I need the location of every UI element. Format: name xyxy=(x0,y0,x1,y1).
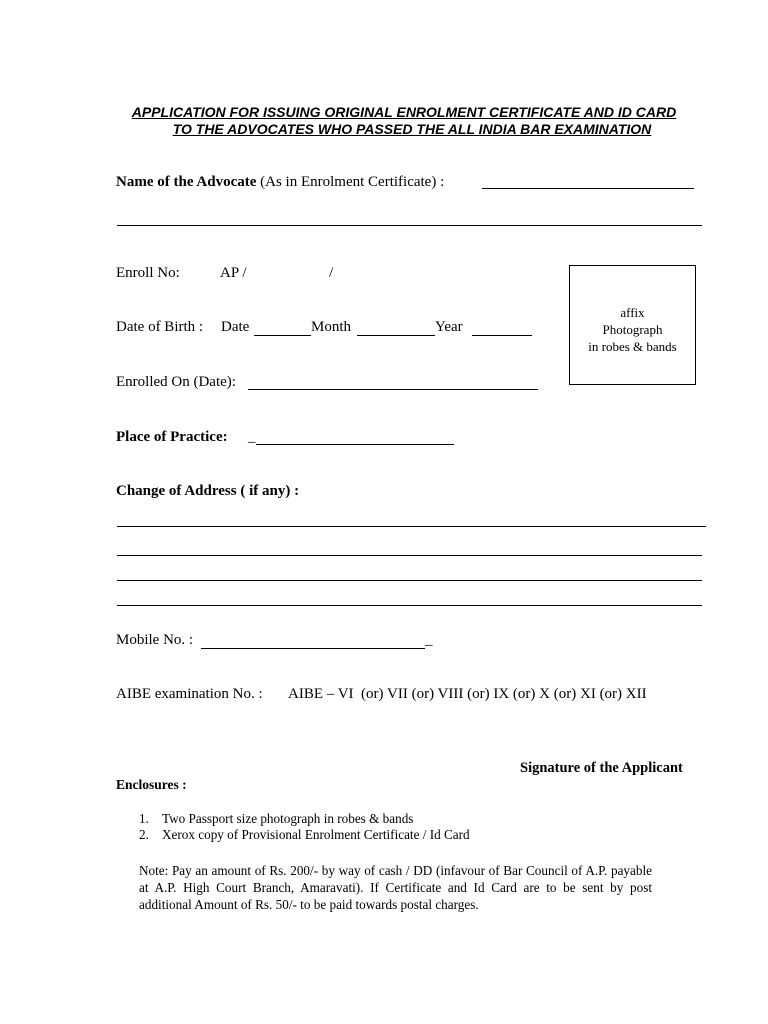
photo-box-line-2: Photograph xyxy=(602,322,663,337)
dob-year-label: Year xyxy=(435,319,463,335)
mobile-field[interactable] xyxy=(201,648,425,649)
dob-date-label: Date xyxy=(221,319,250,335)
aibe-label: AIBE examination No. : xyxy=(116,686,263,702)
dob-label: Date of Birth : xyxy=(116,319,204,335)
aibe-options: AIBE – VI (or) VII (or) VIII (or) IX (or) X (or) XI (or) XII xyxy=(288,686,647,702)
mobile-suffix: _ xyxy=(425,632,433,648)
place-of-practice-field[interactable] xyxy=(256,444,454,445)
enclosure-item: Xerox copy of Provisional Enrolment Certificate / Id Card xyxy=(162,827,470,842)
signature-label: Signature of the Applicant xyxy=(520,760,683,776)
photo-box xyxy=(569,265,696,385)
address-line-4[interactable] xyxy=(117,605,702,606)
enroll-label: Enroll No: xyxy=(116,265,180,281)
dob-month-field[interactable] xyxy=(357,335,435,336)
change-of-address-label: Change of Address ( if any) : xyxy=(116,483,300,499)
enclosures-heading: Enclosures : xyxy=(116,777,187,792)
name-label: Name of the Advocate xyxy=(116,174,257,190)
address-line-3[interactable] xyxy=(117,580,702,581)
enclosure-item: Two Passport size photograph in robes & bands xyxy=(162,811,414,826)
place-of-practice-label: Place of Practice: xyxy=(116,429,228,445)
dob-year-field[interactable] xyxy=(472,335,532,336)
photo-box-line-3: in robes & bands xyxy=(588,339,677,354)
form-title-line-2: TO THE ADVOCATES WHO PASSED THE ALL INDIA BAR EXAMINATION xyxy=(172,121,652,137)
enclosure-number: 1. xyxy=(139,811,149,826)
payment-note: Note: Pay an amount of Rs. 200/- by way of cash / DD (infavour of Bar Council of A.P. payable at A.P. High Court Branch, Amaravati). If Certificate and Id Card are to be sent by post additional Amount of Rs. 50/- to be paid towards postal charges. xyxy=(139,863,652,912)
dob-month-label: Month xyxy=(311,319,352,335)
dob-date-field[interactable] xyxy=(254,335,311,336)
address-line-1[interactable] xyxy=(117,526,706,527)
enrolled-on-field[interactable] xyxy=(248,389,538,390)
name-input-line-2[interactable] xyxy=(117,225,702,226)
address-line-2[interactable] xyxy=(117,555,702,556)
name-note: (As in Enrolment Certificate) : xyxy=(260,174,445,190)
enrolled-on-label: Enrolled On (Date): xyxy=(116,374,236,390)
enroll-separator: / xyxy=(329,265,334,281)
name-input-line[interactable] xyxy=(482,188,694,189)
photo-box-line-1: affix xyxy=(620,305,645,320)
enclosure-number: 2. xyxy=(139,827,149,842)
mobile-label: Mobile No. : xyxy=(116,632,194,648)
form-title-line-1: APPLICATION FOR ISSUING ORIGINAL ENROLMENT CERTIFICATE AND ID CARD xyxy=(131,104,677,120)
place-of-practice-prefix: _ xyxy=(248,429,256,445)
name-field-row xyxy=(116,174,444,191)
enroll-prefix: AP / xyxy=(220,265,247,281)
